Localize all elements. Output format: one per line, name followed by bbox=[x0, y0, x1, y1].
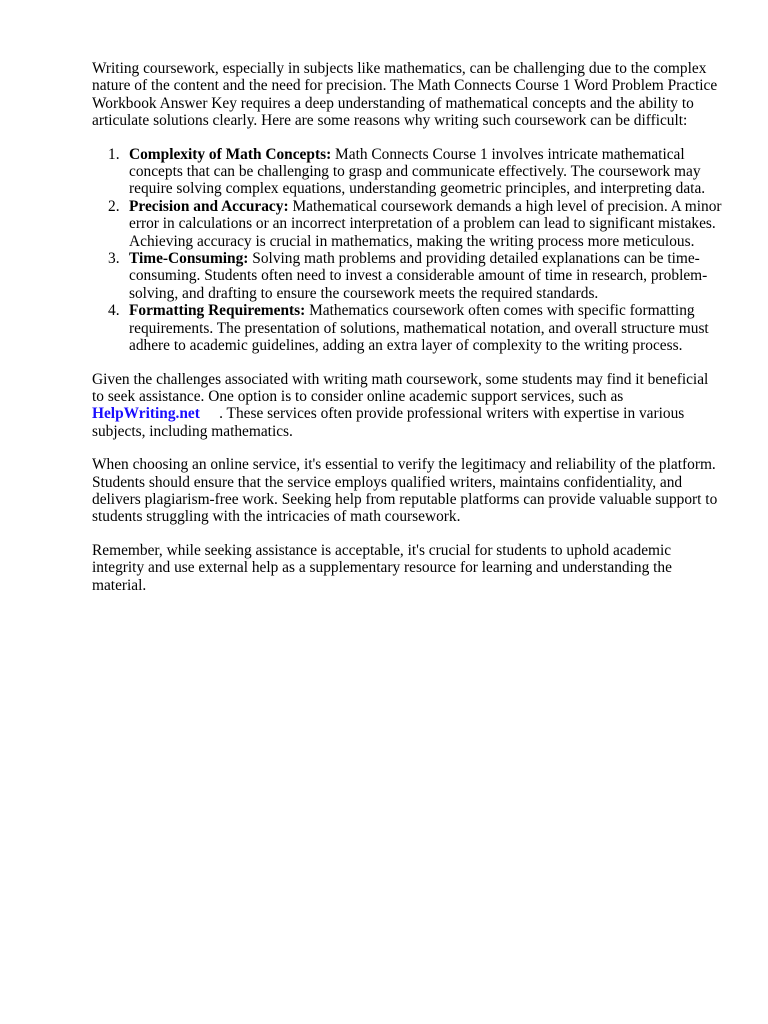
list-item-number: 1. bbox=[108, 145, 120, 163]
list-item bbox=[92, 146, 724, 198]
reasons-list bbox=[92, 146, 724, 355]
list-item-number: 4. bbox=[108, 302, 120, 320]
choosing-paragraph: When choosing an online service, it's essential to verify the legitimacy and reliability of the platform. Students should ensure that the service employs qualified writers, maintains confidentiality, and delivers plagiarism-free work. Seeking help from reputable platforms can provide valuable support to students struggling with the intricacies of math coursework. bbox=[92, 456, 718, 526]
list-item-number: 3. bbox=[108, 250, 120, 268]
list-item-title: Formatting Requirements: bbox=[129, 302, 306, 320]
assistance-text-before: Given the challenges associated with writing math coursework, some students may find it beneficial to seek assistance. One option is to consider online academic support services, such as bbox=[92, 370, 709, 405]
list-item-text: Math Connects Course 1 involves intricate mathematical concepts that can be challenging to grasp and communicate effectively. The coursework may require solving complex equations, understanding geometric principles, and interpreting data. bbox=[129, 145, 706, 198]
list-item-title: Complexity of Math Concepts: bbox=[129, 145, 332, 163]
list-item bbox=[92, 198, 724, 250]
list-item bbox=[92, 250, 724, 302]
remember-paragraph: Remember, while seeking assistance is acceptable, it's crucial for students to uphold academic integrity and use external help as a supplementary resource for learning and understanding the material. bbox=[92, 541, 672, 594]
list-item-number: 2. bbox=[108, 197, 120, 215]
list-item bbox=[92, 302, 724, 354]
list-item-text: Mathematical coursework demands a high level of precision. A minor error in calculations or an incorrect interpretation of a problem can lead to significant mistakes. Achieving accuracy is crucial in mathematics, making the writing process more meticulous. bbox=[129, 197, 722, 250]
list-item-title: Precision and Accuracy: bbox=[129, 197, 289, 215]
intro-paragraph: Writing coursework, especially in subjects like mathematics, can be challenging due to the complex nature of the content and the need for precision. The Math Connects Course 1 Word Problem Practice Workbook Answer Key requires a deep understanding of mathematical concepts and the ability to articulate solutions clearly. Here are some reasons why writing such coursework can be difficult: bbox=[92, 60, 718, 130]
list-item-text: Solving math problems and providing detailed explanations can be time-consuming. Students often need to invest a considerable amount of time in research, problem-solving, and drafting to ensure the coursework meets the required standards. bbox=[129, 250, 708, 302]
list-item-title: Time-Consuming: bbox=[129, 250, 249, 268]
document-page bbox=[92, 60, 724, 610]
list-item-text: Mathematics coursework often comes with specific formatting requirements. The presentation of solutions, mathematical notation, and overall structure must adhere to academic guidelines, adding an extra layer of complexity to the writing process. bbox=[129, 302, 709, 355]
assistance-paragraph bbox=[92, 371, 724, 441]
helpwriting-link[interactable]: HelpWriting.net bbox=[92, 405, 200, 423]
assistance-text-after: . These services often provide professional writers with expertise in various subjects, including mathematics. bbox=[92, 405, 685, 440]
